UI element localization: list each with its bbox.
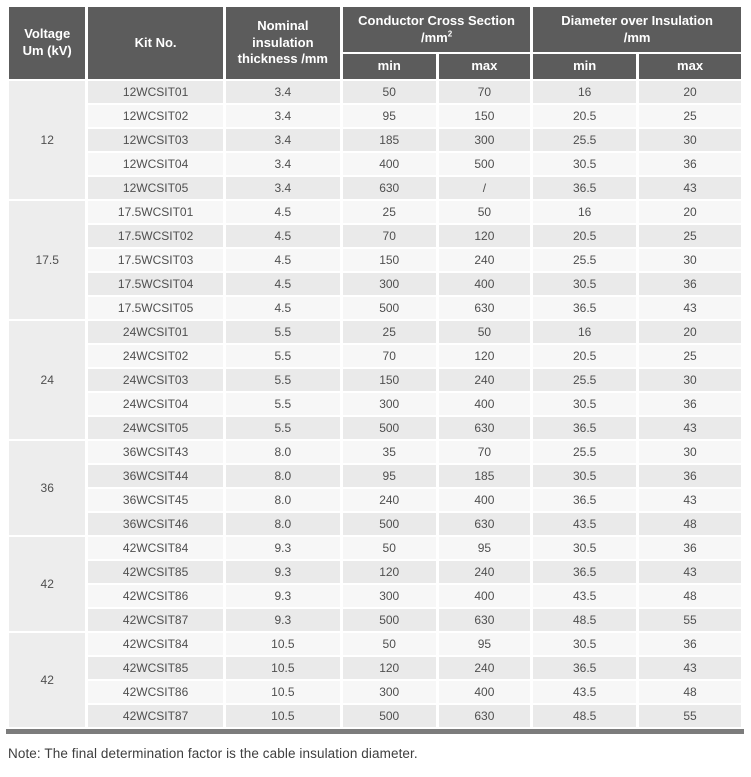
cell-ccs-max: 70 — [437, 440, 532, 464]
cell-ccs-min: 50 — [341, 80, 437, 104]
cell-dia-max: 48 — [638, 512, 743, 536]
table-row — [8, 296, 743, 320]
cell-ccs-max: 240 — [437, 560, 532, 584]
cell-ccs-min: 50 — [341, 536, 437, 560]
cell-dia-max: 43 — [638, 656, 743, 680]
col-header-nominal-thickness — [224, 6, 341, 80]
cell-dia-min: 36.5 — [532, 296, 638, 320]
cell-insulation-thickness: 4.5 — [224, 248, 341, 272]
cell-dia-max: 30 — [638, 248, 743, 272]
cell-ccs-min: 120 — [341, 560, 437, 584]
cell-dia-max: 48 — [638, 584, 743, 608]
table-row — [8, 704, 743, 728]
cell-dia-max: 36 — [638, 536, 743, 560]
cell-dia-min: 30.5 — [532, 632, 638, 656]
cell-ccs-max: 400 — [437, 488, 532, 512]
table-row — [8, 272, 743, 296]
col-header-dia-max: max — [638, 53, 743, 80]
cell-dia-min: 30.5 — [532, 392, 638, 416]
col-header-diameter-over-insulation — [532, 6, 743, 53]
table-row — [8, 176, 743, 200]
cell-ccs-min: 300 — [341, 584, 437, 608]
table-row — [8, 392, 743, 416]
cell-dia-max: 36 — [638, 464, 743, 488]
cell-ccs-min: 120 — [341, 656, 437, 680]
cell-kit-no: 24WCSIT02 — [87, 344, 224, 368]
cell-dia-min: 16 — [532, 200, 638, 224]
cell-insulation-thickness: 3.4 — [224, 152, 341, 176]
table-row — [8, 536, 743, 560]
cell-dia-min: 30.5 — [532, 536, 638, 560]
voltage-group-cell: 24 — [8, 320, 87, 440]
cell-insulation-thickness: 4.5 — [224, 224, 341, 248]
cell-dia-min: 20.5 — [532, 224, 638, 248]
cell-kit-no: 17.5WCSIT01 — [87, 200, 224, 224]
cell-dia-min: 30.5 — [532, 152, 638, 176]
cell-dia-max: 30 — [638, 128, 743, 152]
cell-dia-max: 36 — [638, 272, 743, 296]
table-row — [8, 152, 743, 176]
cell-kit-no: 42WCSIT85 — [87, 560, 224, 584]
cell-insulation-thickness: 9.3 — [224, 608, 341, 632]
col-header-voltage-line1: Voltage — [24, 26, 71, 42]
cell-dia-max: 43 — [638, 176, 743, 200]
table-row — [8, 320, 743, 344]
cell-ccs-min: 150 — [341, 368, 437, 392]
cell-kit-no: 36WCSIT44 — [87, 464, 224, 488]
cell-kit-no: 36WCSIT45 — [87, 488, 224, 512]
cell-ccs-max: 630 — [437, 296, 532, 320]
cell-ccs-max: 630 — [437, 704, 532, 728]
table-body — [8, 80, 743, 728]
col-header-kit-no: Kit No. — [87, 6, 224, 80]
cell-kit-no: 24WCSIT03 — [87, 368, 224, 392]
insulation-kit-spec-table — [6, 5, 744, 729]
col-header-conductor-cross-section — [341, 6, 531, 53]
table-row — [8, 416, 743, 440]
cell-insulation-thickness: 9.3 — [224, 584, 341, 608]
cell-insulation-thickness: 8.0 — [224, 440, 341, 464]
cell-dia-min: 20.5 — [532, 104, 638, 128]
cell-insulation-thickness: 10.5 — [224, 656, 341, 680]
cell-dia-min: 16 — [532, 80, 638, 104]
cell-dia-min: 25.5 — [532, 440, 638, 464]
col-header-ccs-line2: $/mm^2$ — [420, 29, 453, 45]
cell-ccs-max: 240 — [437, 656, 532, 680]
cell-insulation-thickness: 3.4 — [224, 128, 341, 152]
cell-insulation-thickness: 8.0 — [224, 488, 341, 512]
cell-ccs-max: 240 — [437, 248, 532, 272]
cell-insulation-thickness: 8.0 — [224, 464, 341, 488]
col-header-dia-line1: Diameter over Insulation — [561, 12, 713, 28]
cell-insulation-thickness: 3.4 — [224, 176, 341, 200]
col-header-nominal-line1: Nominal insulation — [252, 17, 314, 50]
cell-kit-no: 12WCSIT01 — [87, 80, 224, 104]
cell-ccs-max: 630 — [437, 416, 532, 440]
cell-dia-max: 36 — [638, 632, 743, 656]
cell-ccs-min: 300 — [341, 392, 437, 416]
cell-dia-max: 25 — [638, 224, 743, 248]
cell-dia-min: 25.5 — [532, 368, 638, 392]
cell-dia-min: 36.5 — [532, 656, 638, 680]
cell-insulation-thickness: 10.5 — [224, 704, 341, 728]
cell-kit-no: 42WCSIT87 — [87, 704, 224, 728]
cell-insulation-thickness: 8.0 — [224, 512, 341, 536]
cell-kit-no: 36WCSIT46 — [87, 512, 224, 536]
voltage-group-cell: 42 — [8, 632, 87, 728]
cell-dia-max: 25 — [638, 104, 743, 128]
cell-kit-no: 42WCSIT84 — [87, 632, 224, 656]
cell-ccs-min: 70 — [341, 344, 437, 368]
cell-dia-max: 20 — [638, 320, 743, 344]
cell-ccs-min: 95 — [341, 464, 437, 488]
cell-kit-no: 42WCSIT86 — [87, 680, 224, 704]
cell-dia-min: 48.5 — [532, 704, 638, 728]
table-header — [8, 6, 743, 80]
table-row — [8, 560, 743, 584]
cell-kit-no: 42WCSIT85 — [87, 656, 224, 680]
voltage-group-cell: 12 — [8, 80, 87, 200]
cell-dia-max: 25 — [638, 344, 743, 368]
col-header-ccs-min: min — [341, 53, 437, 80]
cell-dia-max: 20 — [638, 80, 743, 104]
cell-insulation-thickness: 9.3 — [224, 536, 341, 560]
cell-ccs-max: 70 — [437, 80, 532, 104]
cell-dia-max: 43 — [638, 488, 743, 512]
cell-ccs-min: 70 — [341, 224, 437, 248]
cell-ccs-max: 240 — [437, 368, 532, 392]
cell-ccs-max: 400 — [437, 584, 532, 608]
cell-dia-max: 20 — [638, 200, 743, 224]
cell-ccs-max: 95 — [437, 632, 532, 656]
cell-insulation-thickness: 9.3 — [224, 560, 341, 584]
col-header-ccs-max: max — [437, 53, 532, 80]
cell-ccs-min: 300 — [341, 272, 437, 296]
cell-insulation-thickness: 4.5 — [224, 296, 341, 320]
cell-insulation-thickness: 5.5 — [224, 368, 341, 392]
cell-dia-min: 43.5 — [532, 584, 638, 608]
cell-ccs-max: 630 — [437, 512, 532, 536]
cell-kit-no: 24WCSIT05 — [87, 416, 224, 440]
cell-kit-no: 12WCSIT02 — [87, 104, 224, 128]
table-bottom-border — [6, 729, 744, 734]
cell-dia-min: 43.5 — [532, 680, 638, 704]
cell-ccs-min: 25 — [341, 200, 437, 224]
cell-insulation-thickness: 3.4 — [224, 104, 341, 128]
cell-ccs-min: 25 — [341, 320, 437, 344]
cell-dia-min: 36.5 — [532, 176, 638, 200]
col-header-voltage — [8, 6, 87, 80]
cell-ccs-min: 240 — [341, 488, 437, 512]
table-header-row-main — [8, 6, 743, 53]
col-header-voltage-line2: Um (kV) — [22, 43, 72, 58]
table-row — [8, 80, 743, 104]
cell-ccs-min: 500 — [341, 608, 437, 632]
table-row — [8, 680, 743, 704]
col-header-nominal-line2: thickness /mm — [237, 51, 328, 67]
cell-ccs-min: 50 — [341, 632, 437, 656]
cell-ccs-max: 400 — [437, 680, 532, 704]
cell-dia-max: 36 — [638, 392, 743, 416]
table-row — [8, 104, 743, 128]
table-note: Note: The final determination factor is the cable insulation diameter. — [8, 746, 418, 761]
cell-dia-min: 20.5 — [532, 344, 638, 368]
cell-ccs-max: 120 — [437, 224, 532, 248]
cell-insulation-thickness: 5.5 — [224, 392, 341, 416]
cell-ccs-max: 50 — [437, 200, 532, 224]
cell-ccs-min: 300 — [341, 680, 437, 704]
table-row — [8, 224, 743, 248]
cell-dia-min: 30.5 — [532, 272, 638, 296]
cell-dia-max: 43 — [638, 416, 743, 440]
cell-ccs-max: 300 — [437, 128, 532, 152]
cell-insulation-thickness: 10.5 — [224, 632, 341, 656]
cell-kit-no: 12WCSIT03 — [87, 128, 224, 152]
cell-insulation-thickness: 5.5 — [224, 416, 341, 440]
cell-ccs-min: 185 — [341, 128, 437, 152]
cell-dia-max: 43 — [638, 296, 743, 320]
cell-ccs-max: 185 — [437, 464, 532, 488]
cell-dia-max: 48 — [638, 680, 743, 704]
cell-kit-no: 24WCSIT01 — [87, 320, 224, 344]
table-row — [8, 608, 743, 632]
cell-ccs-max: 400 — [437, 392, 532, 416]
col-header-dia-line2: /mm — [623, 29, 651, 45]
cell-ccs-max: 50 — [437, 320, 532, 344]
cell-insulation-thickness: 4.5 — [224, 200, 341, 224]
cell-kit-no: 17.5WCSIT05 — [87, 296, 224, 320]
cell-ccs-max: / — [437, 176, 532, 200]
voltage-group-cell: 36 — [8, 440, 87, 536]
cell-kit-no: 36WCSIT43 — [87, 440, 224, 464]
ccs-unit-superscript: 2 — [447, 29, 453, 39]
cell-kit-no: 17.5WCSIT03 — [87, 248, 224, 272]
cell-ccs-max: 150 — [437, 104, 532, 128]
table-row — [8, 128, 743, 152]
cell-dia-min: 16 — [532, 320, 638, 344]
table-row — [8, 632, 743, 656]
voltage-group-cell: 17.5 — [8, 200, 87, 320]
cell-ccs-max: 500 — [437, 152, 532, 176]
cell-ccs-min: 150 — [341, 248, 437, 272]
table-row — [8, 488, 743, 512]
cell-insulation-thickness: 5.5 — [224, 344, 341, 368]
cell-insulation-thickness: 3.4 — [224, 80, 341, 104]
cell-dia-max: 30 — [638, 440, 743, 464]
cell-kit-no: 42WCSIT86 — [87, 584, 224, 608]
cell-ccs-min: 500 — [341, 512, 437, 536]
cell-ccs-max: 120 — [437, 344, 532, 368]
voltage-group-cell: 42 — [8, 536, 87, 632]
cell-dia-min: 30.5 — [532, 464, 638, 488]
cell-dia-min: 43.5 — [532, 512, 638, 536]
table-row — [8, 512, 743, 536]
cell-ccs-max: 95 — [437, 536, 532, 560]
cell-insulation-thickness: 4.5 — [224, 272, 341, 296]
table-row — [8, 464, 743, 488]
cell-insulation-thickness: 10.5 — [224, 680, 341, 704]
cell-dia-min: 36.5 — [532, 488, 638, 512]
cell-dia-min: 36.5 — [532, 416, 638, 440]
cell-ccs-max: 630 — [437, 608, 532, 632]
cell-ccs-min: 630 — [341, 176, 437, 200]
table-row — [8, 368, 743, 392]
col-header-dia-min: min — [532, 53, 638, 80]
cell-ccs-min: 35 — [341, 440, 437, 464]
table-row — [8, 656, 743, 680]
cell-dia-min: 25.5 — [532, 248, 638, 272]
cell-dia-min: 48.5 — [532, 608, 638, 632]
table-row — [8, 344, 743, 368]
cell-ccs-min: 500 — [341, 416, 437, 440]
cell-kit-no: 12WCSIT05 — [87, 176, 224, 200]
cell-kit-no: 17.5WCSIT04 — [87, 272, 224, 296]
cell-insulation-thickness: 5.5 — [224, 320, 341, 344]
cell-kit-no: 24WCSIT04 — [87, 392, 224, 416]
cell-ccs-min: 500 — [341, 296, 437, 320]
col-header-ccs-line1: Conductor Cross Section — [358, 12, 515, 28]
cell-kit-no: 42WCSIT87 — [87, 608, 224, 632]
table-row — [8, 440, 743, 464]
cell-dia-min: 36.5 — [532, 560, 638, 584]
cell-ccs-max: 400 — [437, 272, 532, 296]
table-row — [8, 248, 743, 272]
cell-ccs-min: 95 — [341, 104, 437, 128]
cell-ccs-min: 500 — [341, 704, 437, 728]
table-row — [8, 200, 743, 224]
cell-dia-max: 55 — [638, 608, 743, 632]
cell-dia-max: 30 — [638, 368, 743, 392]
cell-kit-no: 42WCSIT84 — [87, 536, 224, 560]
cell-dia-min: 25.5 — [532, 128, 638, 152]
cell-kit-no: 17.5WCSIT02 — [87, 224, 224, 248]
cell-ccs-min: 400 — [341, 152, 437, 176]
cell-dia-max: 55 — [638, 704, 743, 728]
cell-dia-max: 43 — [638, 560, 743, 584]
cell-dia-max: 36 — [638, 152, 743, 176]
table-row — [8, 584, 743, 608]
cell-kit-no: 12WCSIT04 — [87, 152, 224, 176]
